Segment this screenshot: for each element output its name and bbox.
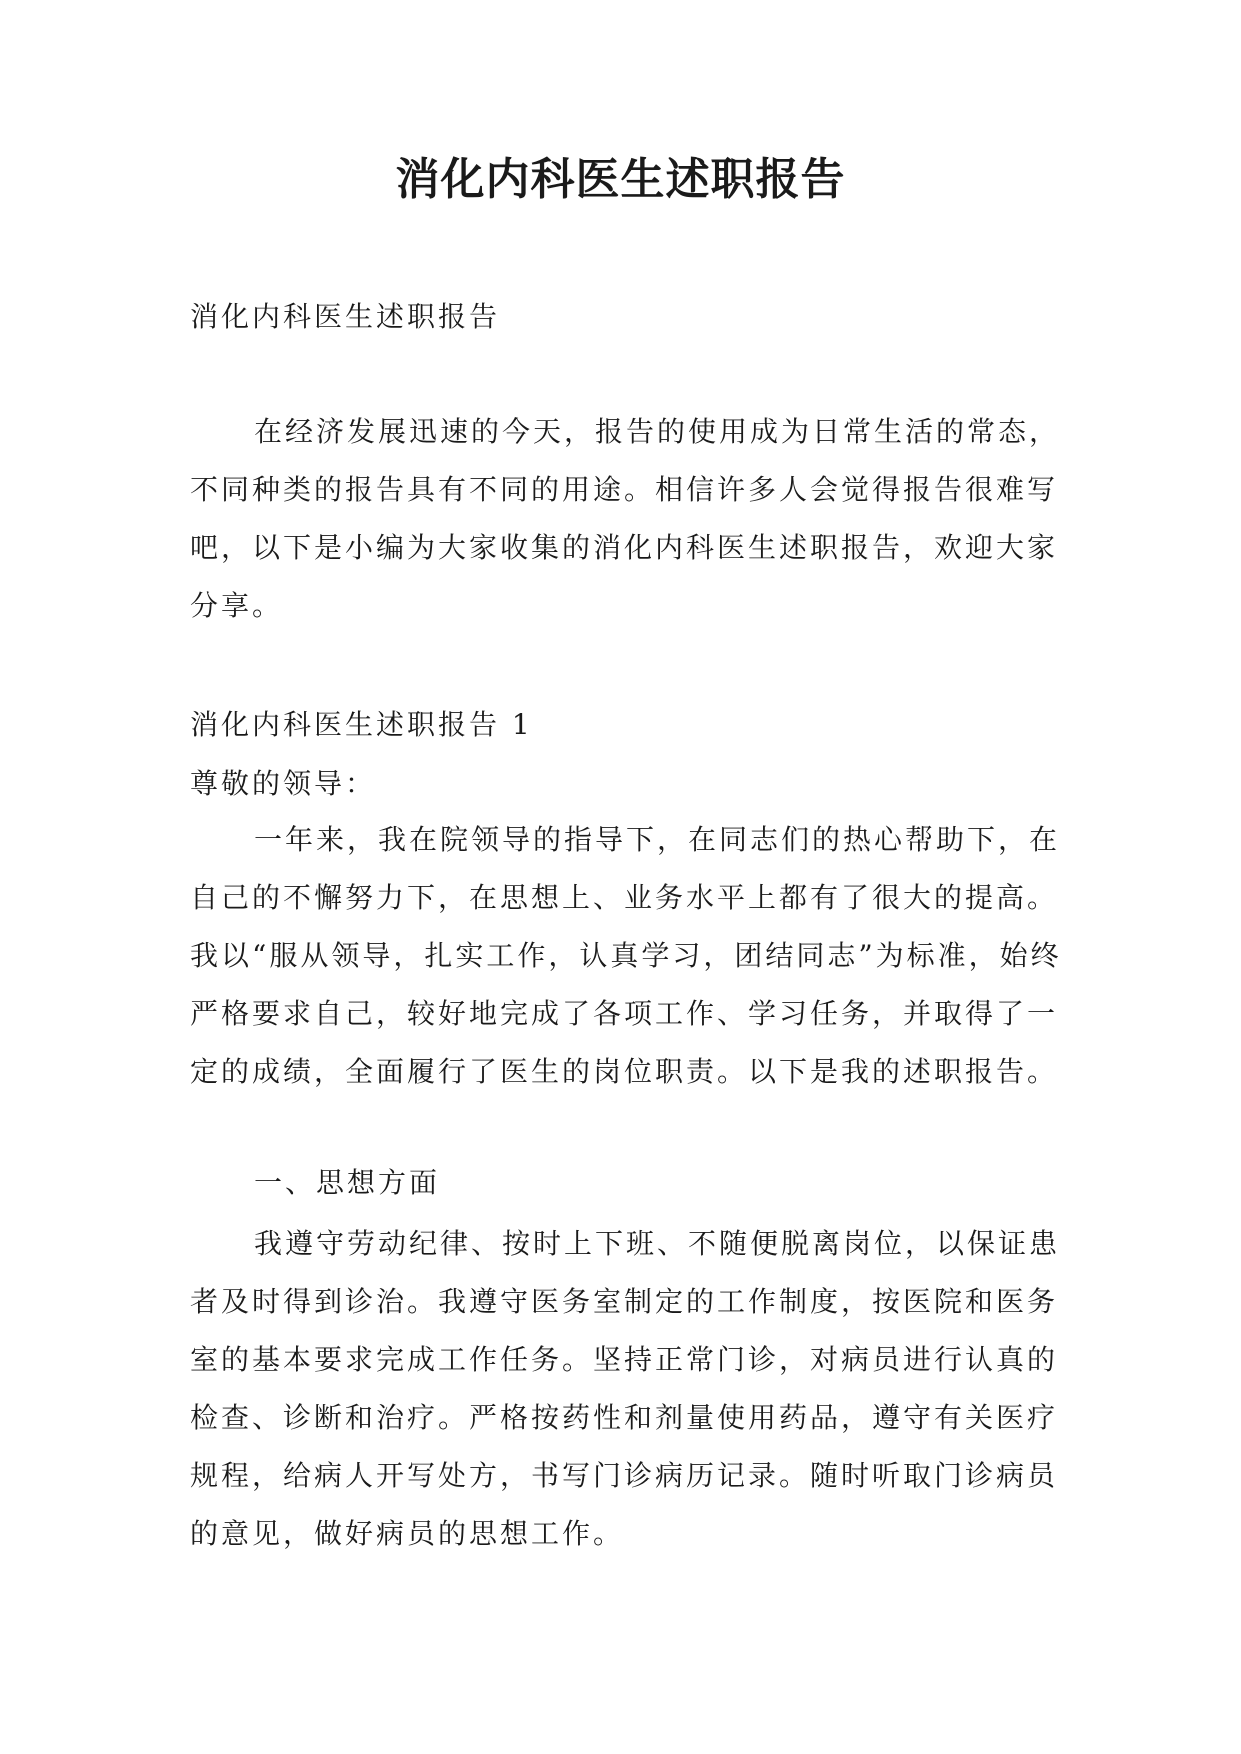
salutation: 尊敬的领导： [190,767,377,800]
document-title: 消化内科医生述职报告 [395,154,846,205]
body-paragraph-1: 一年来，我在院领导的指导下，在同志们的热心帮助下，在自己的不懈努力下，在思想上、业务水平上都有了很大的提高。我以“服从领导，扎实工作，认真学习，团结同志”为标准，始终严格要求自己，较好地完成了各项工作、学习任务，并取得了一定的成绩，全面履行了医生的岗位职责。以下是我的述职报告。 [190,823,1062,1088]
intro-paragraph: 在经济发展迅速的今天，报告的使用成为日常生活的常态，不同种类的报告具有不同的用途。相信许多人会觉得报告很难写吧，以下是小编为大家收集的消化内科医生述职报告，欢迎大家分享。 [190,415,1061,622]
body-paragraph-2: 我遵守劳动纪律、按时上下班、不随便脱离岗位，以保证患者及时得到诊治。我遵守医务室制定的工作制度，按医院和医务室的基本要求完成工作任务。坚持正常门诊，对病员进行认真的检查、诊断和治疗。严格按药性和剂量使用药品，遵守有关医疗规程，给病人开写处方，书写门诊病历记录。随时听取门诊病员的意见，做好病员的思想工作。 [190,1227,1061,1550]
document-subtitle: 消化内科医生述职报告 [190,300,501,333]
section-heading: 消化内科医生述职报告 1 [190,708,533,741]
subheading-thought: 一、思想方面 [254,1166,441,1199]
